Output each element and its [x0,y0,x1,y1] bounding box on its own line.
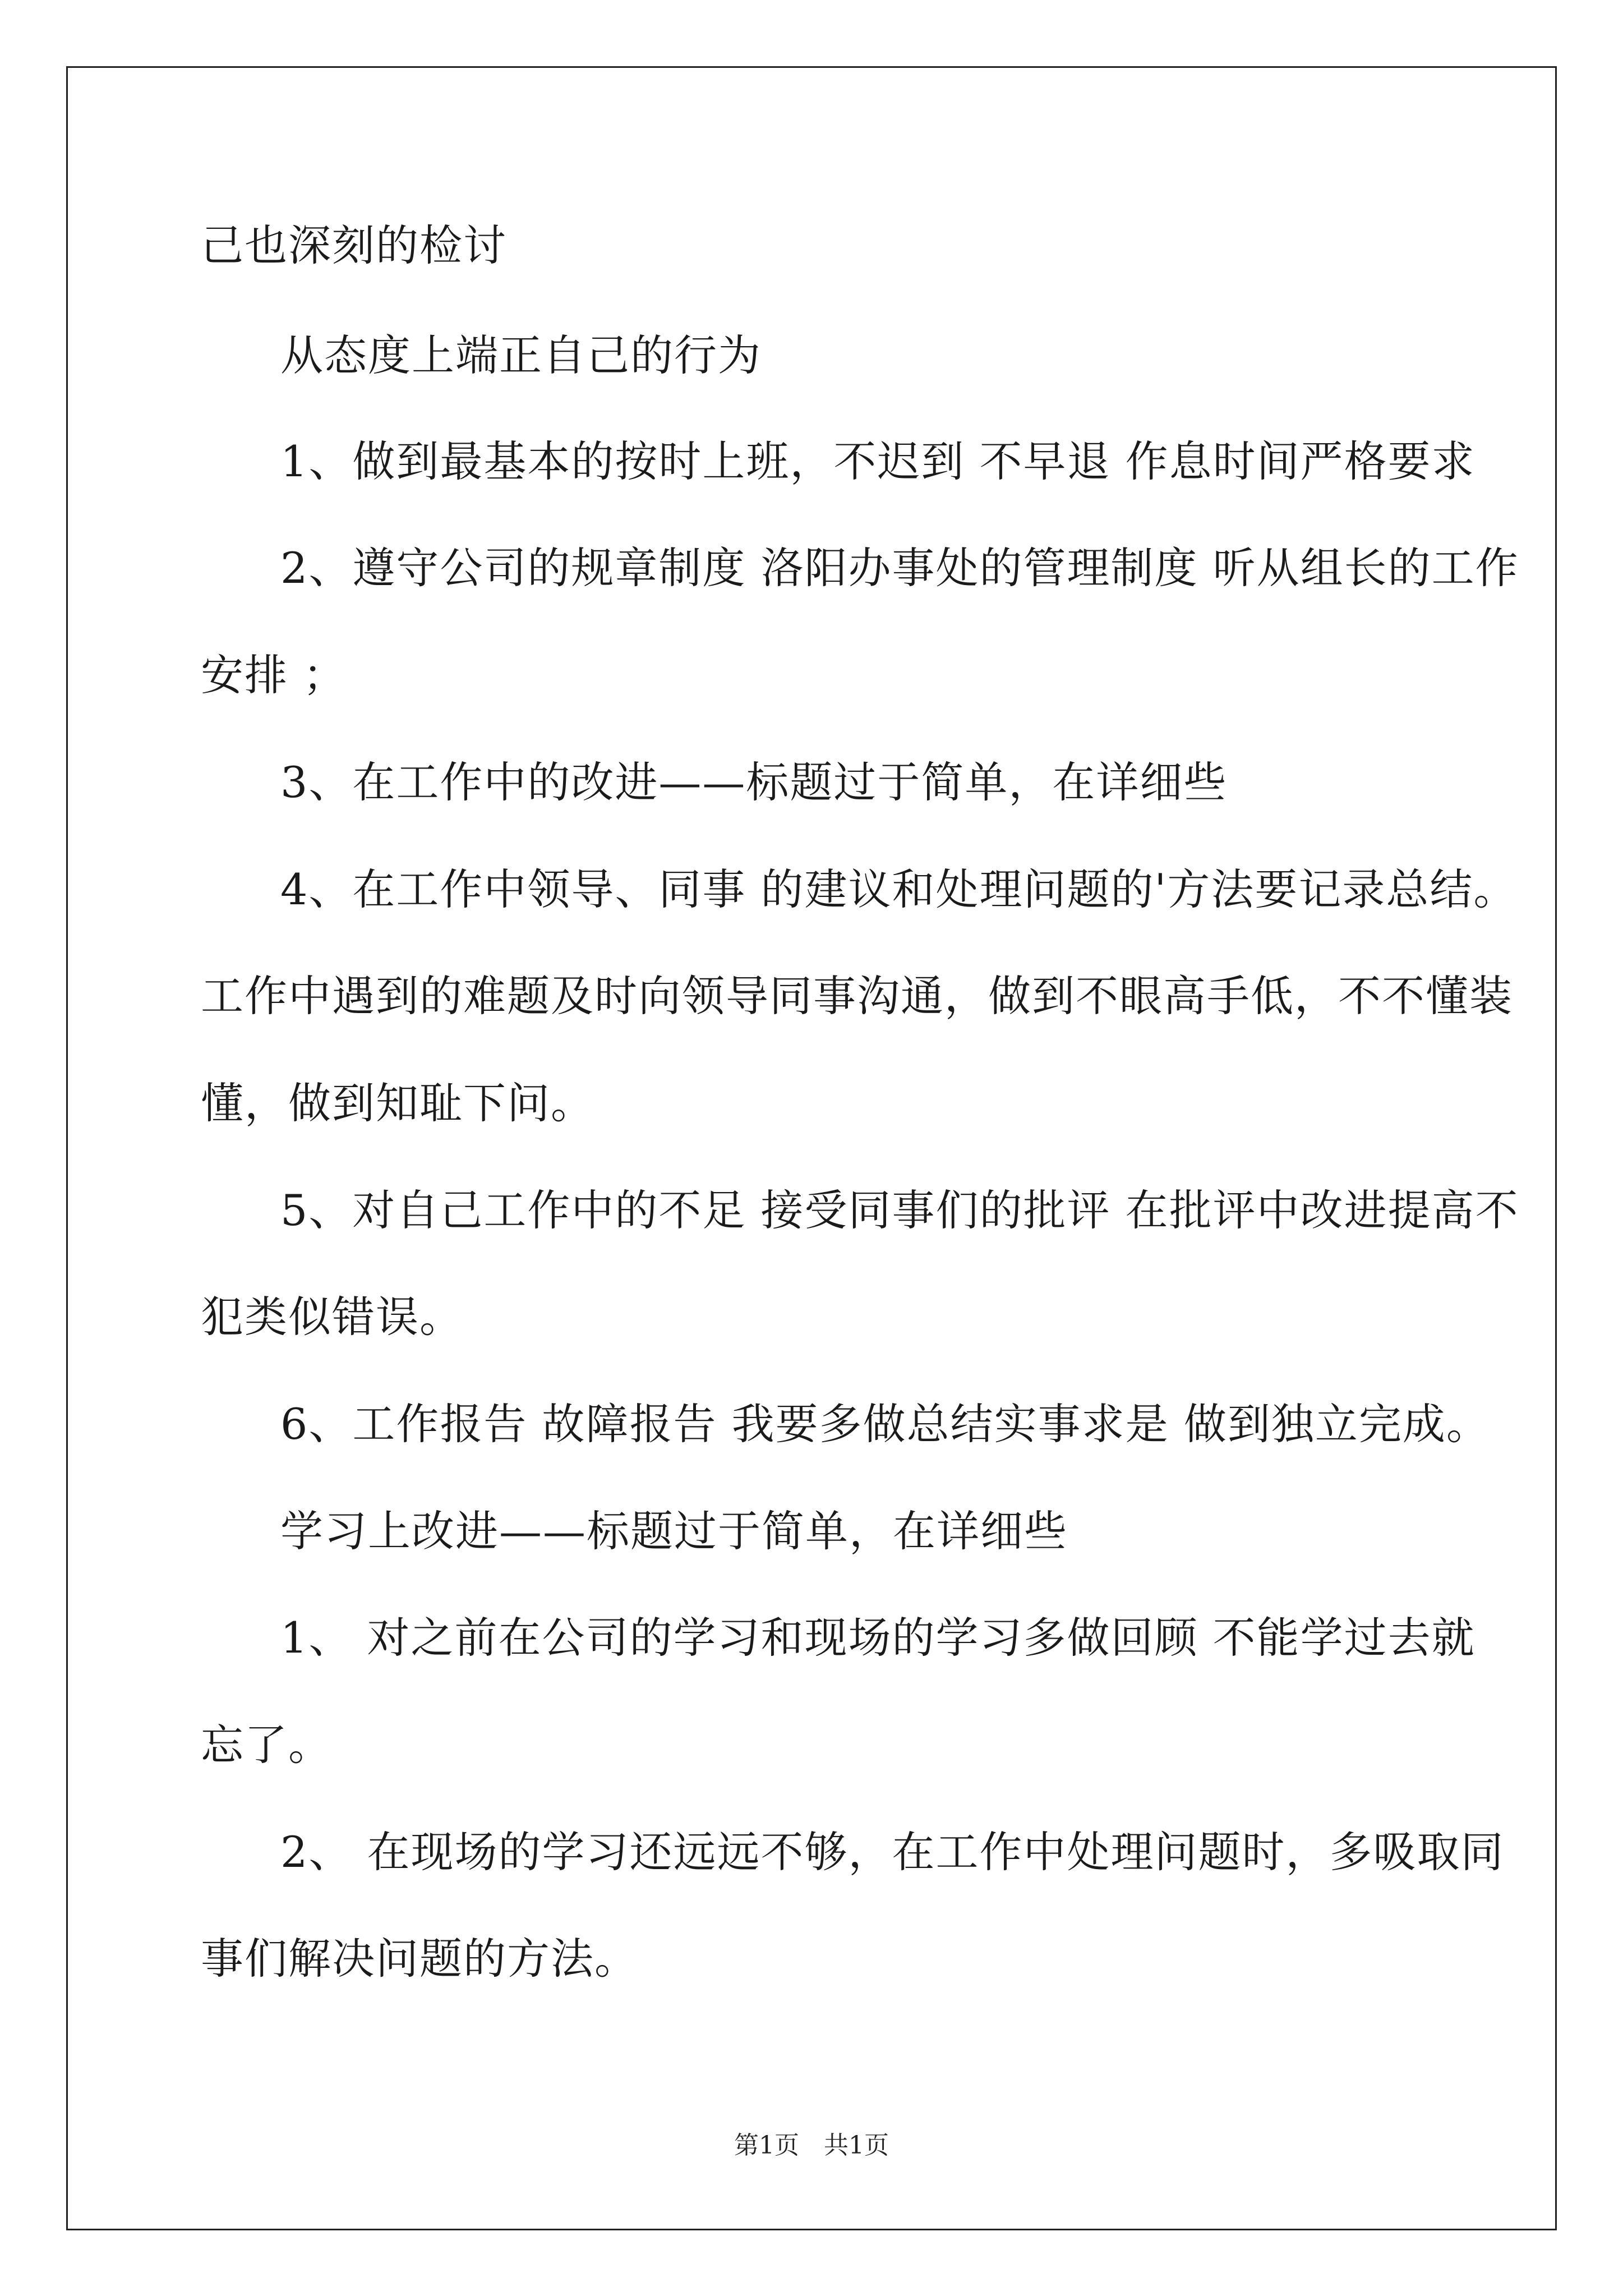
text-line: 安排 ； [201,650,347,700]
text-line: 1、做到最基本的按时上班，不迟到 不早退 作息时间严格要求 [280,436,1476,486]
text-line: 己也深刻的检讨 [201,220,507,270]
text-line: 学习上改进——标题过于简单，在详细些 [280,1506,1068,1556]
text-line: 工作中遇到的难题及时向领导同事沟通，做到不眼高手低，不不懂装 [201,971,1513,1021]
text-line: 6、工作报告 故障报告 我要多做总结实事求是 做到独立完成。 [280,1399,1490,1449]
text-line: 5、对自己工作中的不足 接受同事们的批评 在批评中改进提高不 [280,1185,1519,1235]
text-line: 从态度上端正自己的行为 [280,330,762,380]
text-line: 2、 在现场的学习还远远不够，在工作中处理问题时，多吸取同 [280,1827,1505,1877]
text-line: 忘了。 [201,1720,332,1770]
text-line: 3、在工作中的改进——标题过于简单，在详细些 [280,757,1228,807]
text-line: 2、遵守公司的规章制度 洛阳办事处的管理制度 听从组长的工作 [280,543,1519,593]
text-line: 4、在工作中领导、同事 的建议和处理问题的'方法要记录总结。 [280,864,1518,914]
text-line: 犯类似错误。 [201,1292,463,1342]
text-line: 事们解决问题的方法。 [201,1934,638,1984]
text-line: 懂，做到知耻下问。 [201,1078,594,1128]
text-line: 1、 对之前在公司的学习和现场的学习多做回顾 不能学过去就 [280,1613,1476,1663]
page-footer: 第1页 共1页 [734,2131,889,2160]
page-border [66,66,1557,2230]
